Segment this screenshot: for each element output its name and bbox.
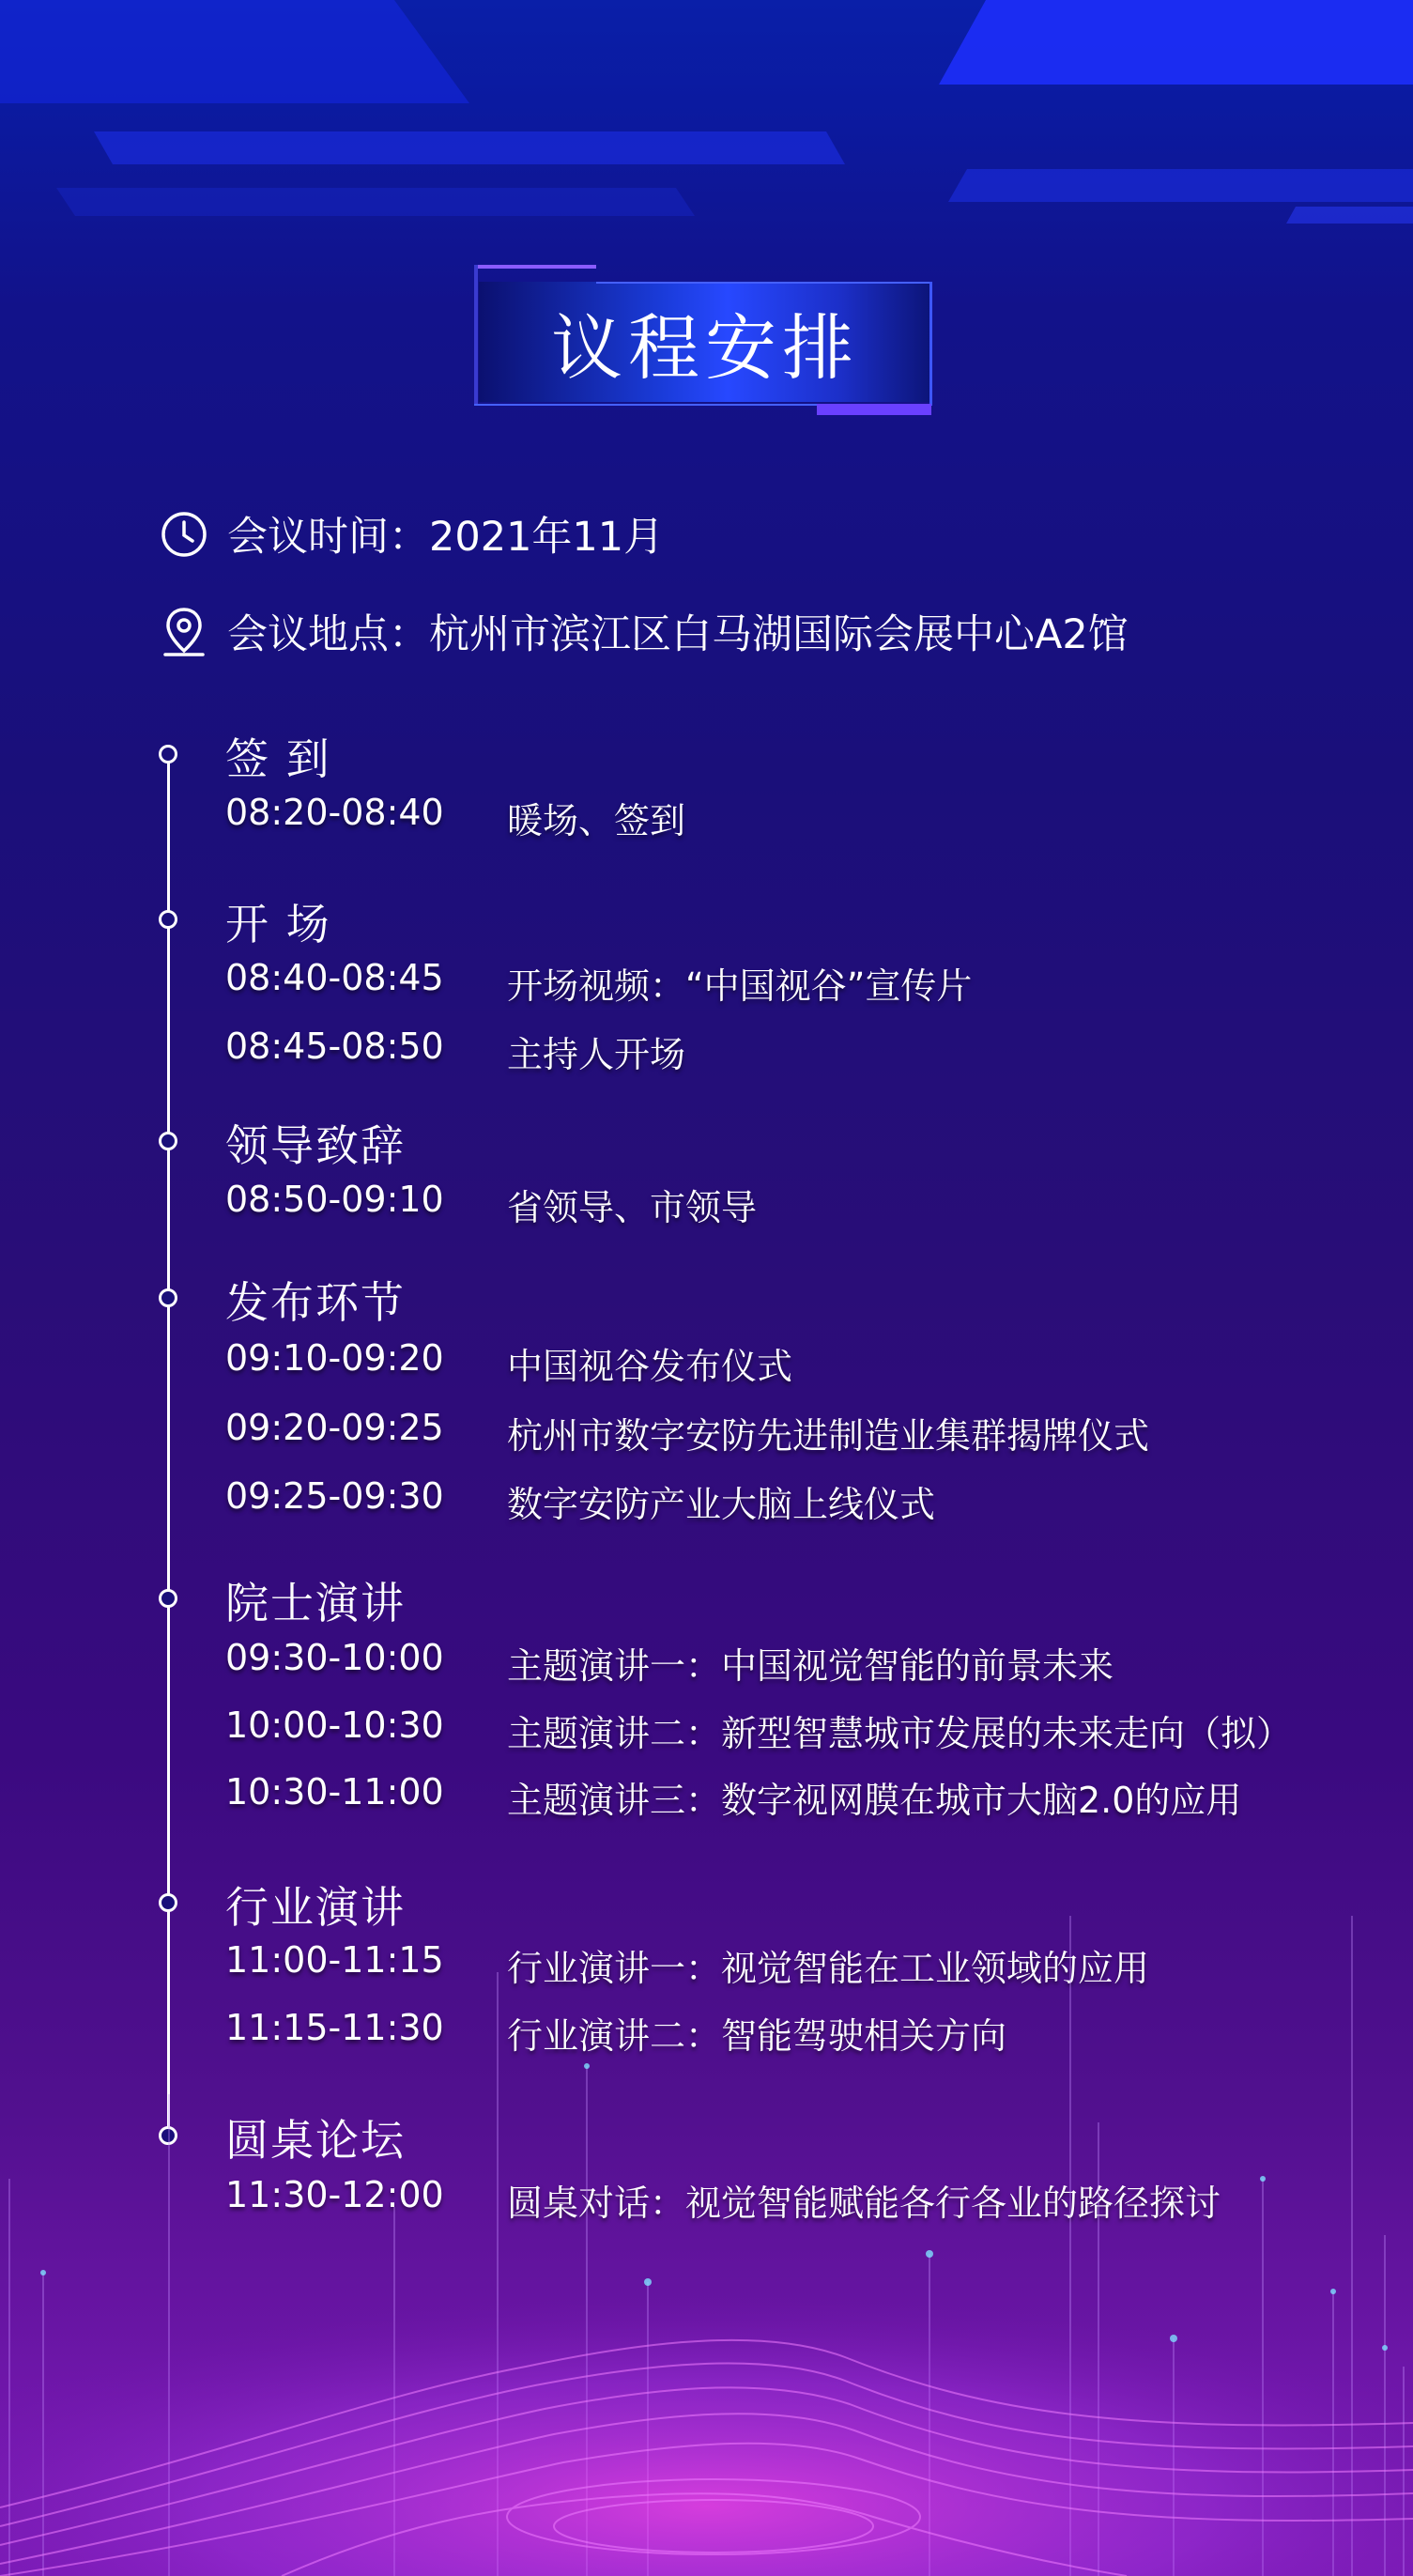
agenda-desc: 主题演讲三：数字视网膜在城市大脑2.0的应用 [507, 1780, 1242, 1821]
agenda-time: 08:40-08:45 [225, 957, 444, 998]
meeting-place-row [158, 603, 1129, 660]
timeline-dot [159, 1589, 177, 1608]
page-title: 议程安排 [551, 305, 859, 390]
timeline-line [167, 751, 170, 2136]
timeline-dot [159, 745, 177, 764]
agenda-item [225, 2007, 1006, 2059]
meeting-time-label: 会议时间： [227, 514, 429, 561]
agenda-desc: 主题演讲一：中国视觉智能的前景未来 [507, 1645, 1114, 1687]
agenda-item [225, 1704, 1292, 1756]
agenda-time: 09:10-09:20 [225, 1337, 444, 1379]
agenda-time: 09:20-09:25 [225, 1407, 444, 1448]
agenda-desc: 暖场、签到 [507, 800, 686, 841]
timeline-dot [159, 1893, 177, 1912]
meeting-time-row [158, 505, 664, 563]
meeting-time-value: 2021年11月 [429, 514, 665, 561]
agenda-time: 10:30-11:00 [225, 1771, 444, 1812]
title-frame-accent [817, 404, 931, 415]
section-title-leaders: 领导致辞 [225, 1120, 406, 1171]
agenda-time: 08:45-08:50 [225, 1026, 444, 1067]
agenda-time: 08:20-08:40 [225, 792, 444, 833]
clock-icon [158, 508, 210, 561]
agenda-time: 10:00-10:30 [225, 1704, 444, 1746]
timeline-dot [159, 910, 177, 929]
agenda-desc: 开场视频：“中国视谷”宣传片 [507, 965, 973, 1007]
agenda-item [225, 792, 685, 843]
section-title-academician: 院士演讲 [225, 1578, 406, 1628]
agenda-time: 11:30-12:00 [225, 2174, 444, 2215]
agenda-desc: 主题演讲二：新型智慧城市发展的未来走向（拟） [507, 1713, 1293, 1754]
header-decoration [0, 0, 1413, 244]
agenda-time: 09:30-10:00 [225, 1637, 444, 1678]
agenda-time: 11:15-11:30 [225, 2007, 444, 2048]
section-title-industry: 行业演讲 [225, 1882, 406, 1933]
agenda-item [225, 1407, 1149, 1458]
agenda-item [225, 957, 972, 1009]
agenda-item [225, 1179, 757, 1230]
agenda-desc: 主持人开场 [507, 1034, 686, 1075]
agenda-desc: 数字安防产业大脑上线仪式 [507, 1484, 936, 1525]
agenda-desc: 圆桌对话：视觉智能赋能各行各业的路径探讨 [507, 2183, 1221, 2224]
agenda-desc: 行业演讲二：智能驾驶相关方向 [507, 2015, 1007, 2057]
section-title-release: 发布环节 [225, 1277, 406, 1328]
meeting-place-value: 杭州市滨江区白马湖国际会展中心A2馆 [429, 611, 1129, 658]
agenda-time: 11:00-11:15 [225, 1939, 444, 1981]
wave-decoration [0, 2113, 1413, 2576]
section-title-opening: 开 场 [225, 899, 331, 949]
agenda-item [225, 1637, 1114, 1689]
timeline-dot [159, 1288, 177, 1307]
section-title-checkin: 签 到 [225, 733, 331, 784]
agenda-item [225, 1337, 792, 1389]
section-title-roundtable: 圆桌论坛 [225, 2115, 406, 2166]
agenda-desc: 杭州市数字安防先进制造业集群揭牌仪式 [507, 1415, 1150, 1457]
agenda-item [225, 1475, 935, 1527]
title-frame-line [474, 404, 817, 406]
agenda-time: 09:25-09:30 [225, 1475, 444, 1517]
meeting-place-label: 会议地点： [227, 611, 429, 658]
agenda-item [225, 1939, 1149, 1991]
agenda-item [225, 1771, 1241, 1823]
agenda-time: 08:50-09:10 [225, 1179, 444, 1220]
agenda-desc: 中国视谷发布仪式 [507, 1346, 793, 1387]
agenda-item [225, 1026, 685, 1077]
agenda-desc: 行业演讲一：视觉智能在工业领域的应用 [507, 1948, 1150, 1989]
title-frame-accent [474, 265, 596, 269]
timeline-dot [159, 1132, 177, 1150]
location-pin-icon [158, 606, 210, 658]
title-frame-edge [474, 265, 478, 406]
agenda-desc: 省领导、市领导 [507, 1187, 758, 1228]
